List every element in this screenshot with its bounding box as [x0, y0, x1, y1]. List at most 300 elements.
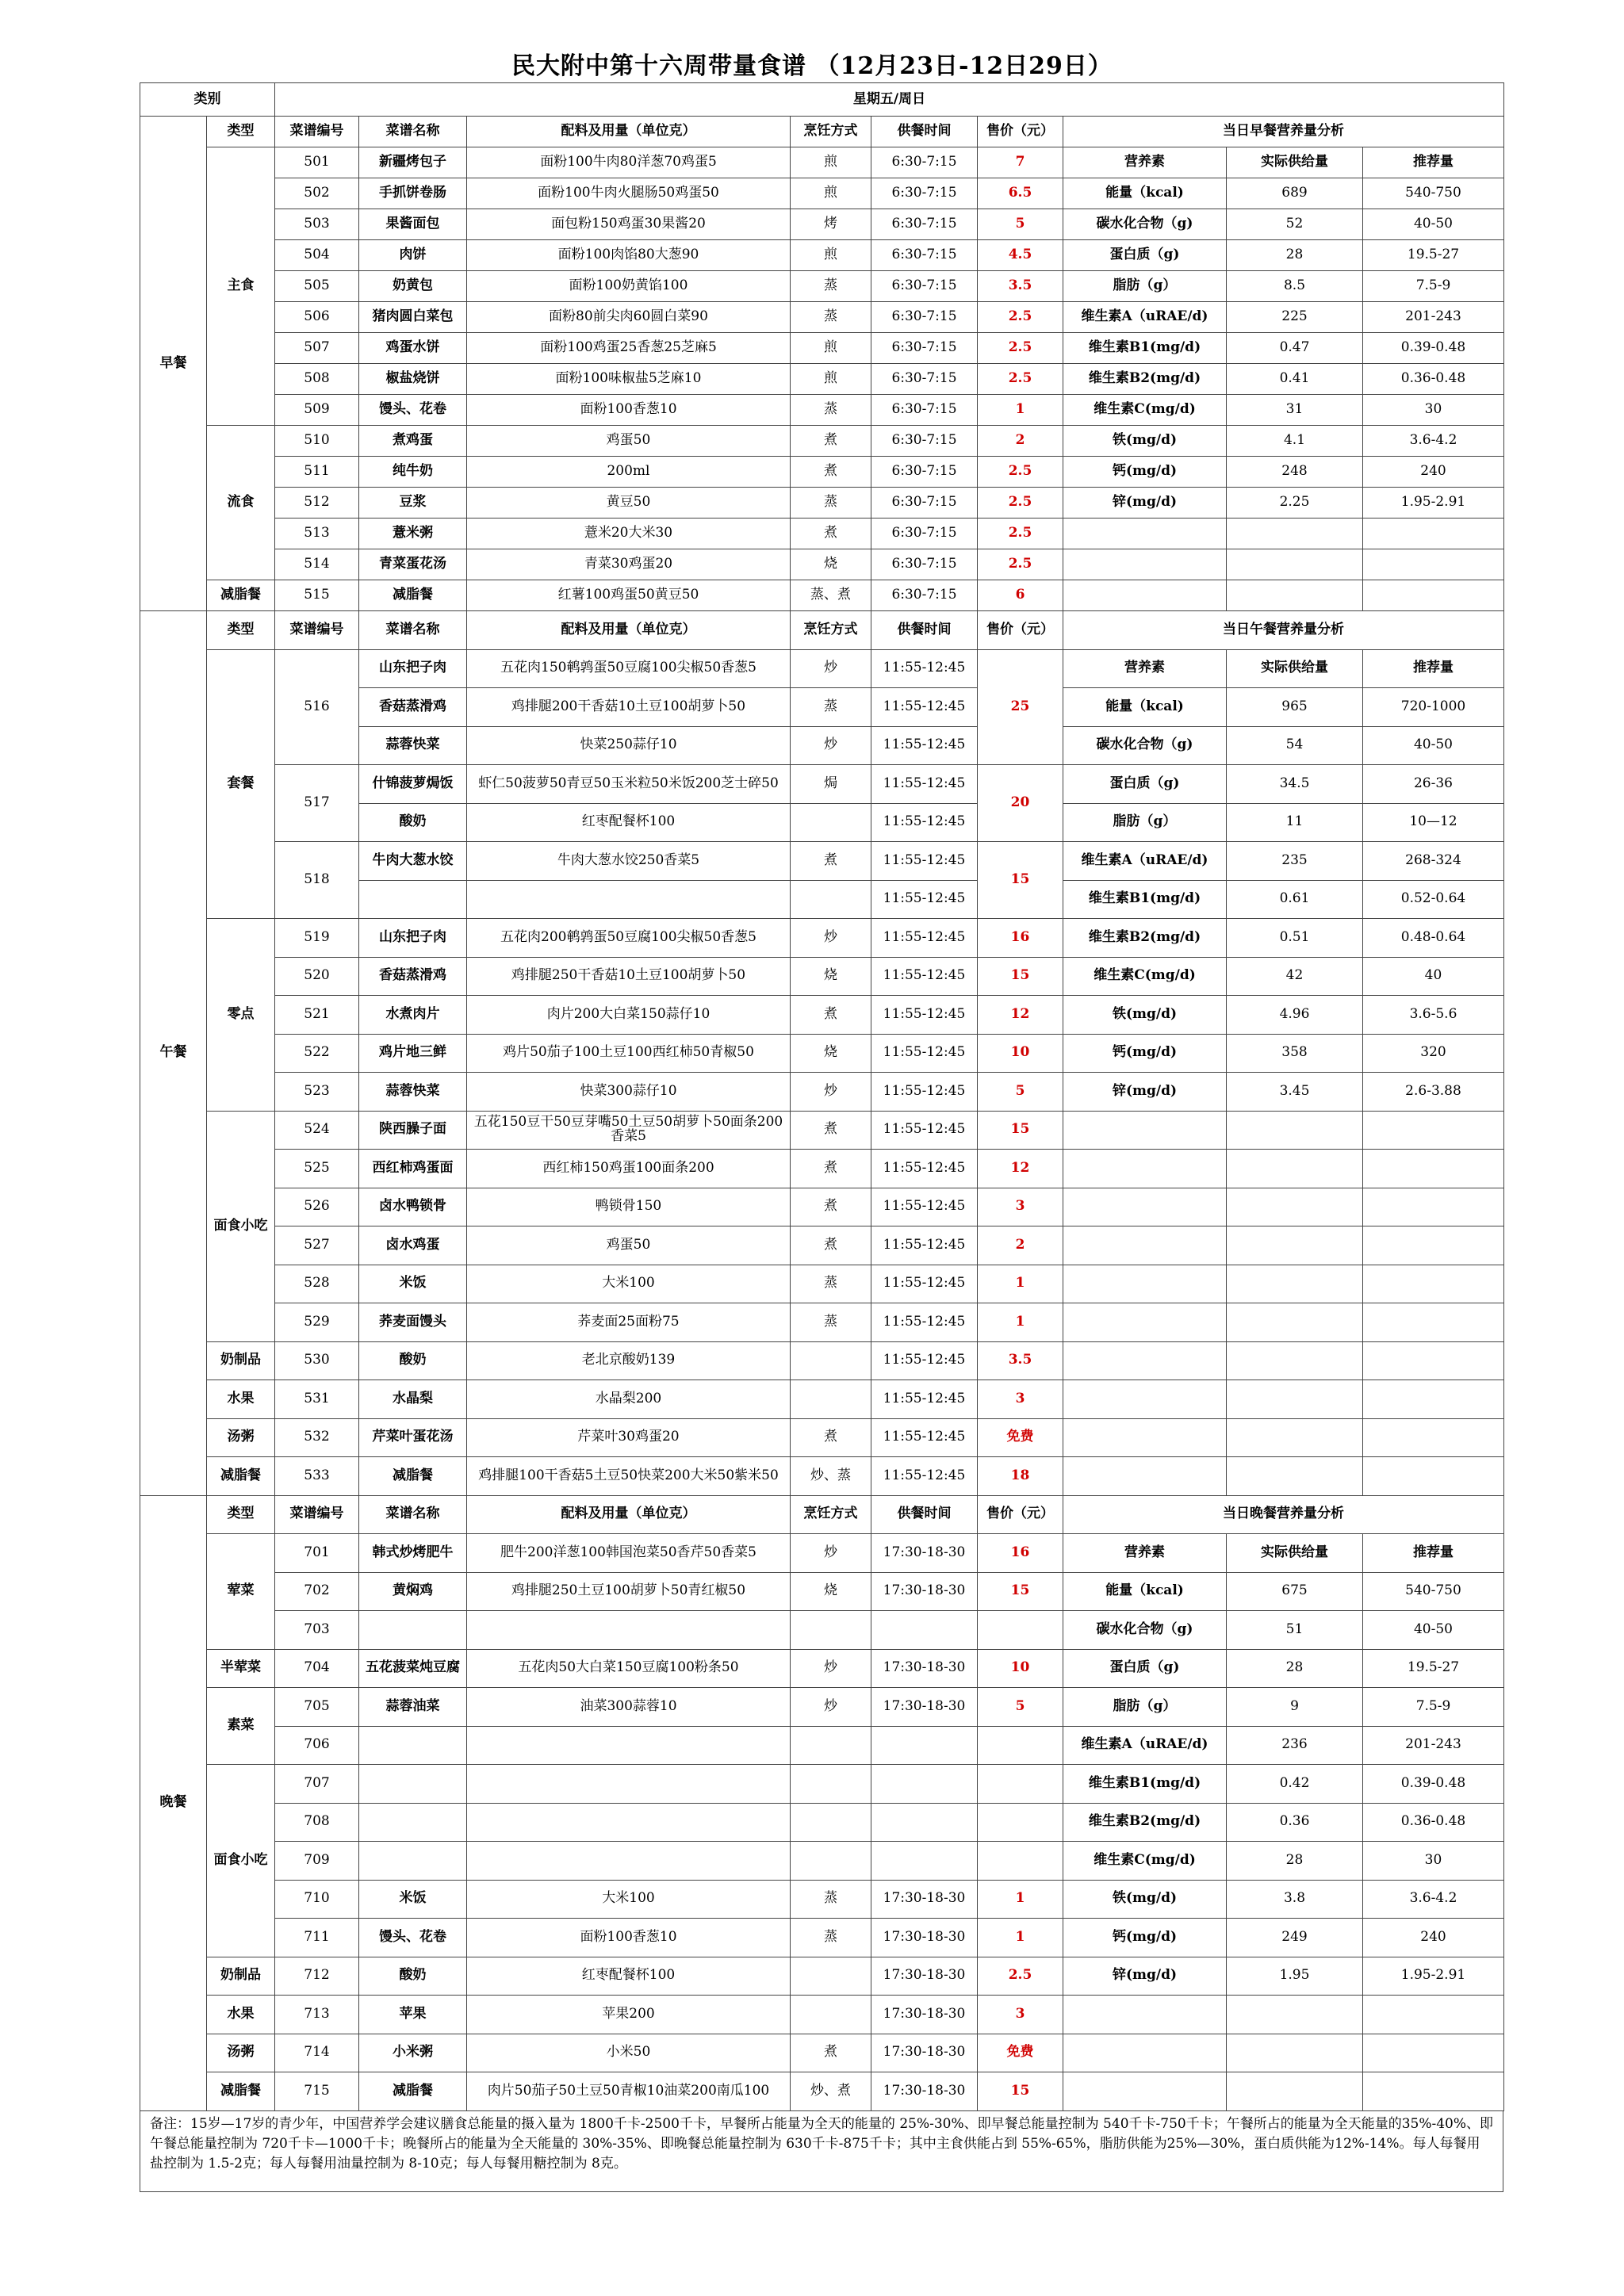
dish-type: 零点	[207, 919, 275, 1112]
serve-time: 17:30-18-30	[871, 1572, 978, 1611]
nutrient-name: 蛋白质（g)	[1063, 765, 1227, 804]
table-row	[140, 919, 1504, 958]
dish-code: 707	[275, 1765, 359, 1804]
nutrient-actual: 实际供给量	[1227, 147, 1363, 178]
dish-type: 汤粥	[207, 1418, 275, 1457]
table-row	[140, 209, 1504, 240]
price: 1	[978, 1880, 1063, 1919]
nutrient-recommend: 540-750	[1363, 178, 1504, 209]
empty-cell	[1063, 1996, 1227, 2034]
nutrient-name: 维生素A（uRAE/d)	[1063, 302, 1227, 333]
dish-ingredients: 青菜30鸡蛋20	[467, 549, 791, 580]
serve-time: 6:30-7:15	[871, 302, 978, 333]
dish-code: 511	[275, 457, 359, 488]
serve-time: 11:55-12:45	[871, 957, 978, 996]
dish-ingredients: 五花肉200鹌鹑蛋50豆腐100尖椒50香葱5	[467, 919, 791, 958]
dish-type: 半荤菜	[207, 1649, 275, 1688]
dish-name: 椒盐烧饼	[359, 364, 467, 395]
cook-method	[791, 1726, 871, 1765]
dish-ingredients: 面粉100味椒盐5芝麻10	[467, 364, 791, 395]
dish-name	[359, 1726, 467, 1765]
cook-method	[791, 1957, 871, 1996]
nutrient-name: 碳水化合物（g)	[1063, 726, 1227, 765]
dish-code: 701	[275, 1534, 359, 1573]
nutrient-recommend: 19.5-27	[1363, 240, 1504, 271]
cook-method: 炒	[791, 1649, 871, 1688]
table-row	[140, 2034, 1504, 2072]
dish-ingredients: 面粉100牛肉80洋葱70鸡蛋5	[467, 147, 791, 178]
serve-time: 6:30-7:15	[871, 147, 978, 178]
dish-name: 西红柿鸡蛋面	[359, 1150, 467, 1188]
serve-time	[871, 1803, 978, 1842]
nutrient-name: 脂肪（g）	[1063, 803, 1227, 842]
dish-code: 712	[275, 1957, 359, 1996]
serve-time: 11:55-12:45	[871, 765, 978, 804]
table-row	[140, 426, 1504, 457]
serve-time: 17:30-18-30	[871, 2072, 978, 2111]
table-row	[140, 333, 1504, 364]
serve-time: 11:55-12:45	[871, 1034, 978, 1073]
table-row	[140, 1688, 1504, 1727]
cook-method	[791, 1996, 871, 2034]
table-row	[140, 1457, 1504, 1496]
table-row	[140, 1572, 1504, 1611]
cook-method: 煮	[791, 1150, 871, 1188]
nutrient-recommend: 推荐量	[1363, 1534, 1504, 1573]
nutrient-name: 能量（kcal)	[1063, 1572, 1227, 1611]
serve-time: 11:55-12:45	[871, 1150, 978, 1188]
column-header-type: 类型	[207, 1495, 275, 1534]
analysis-title: 当日晚餐营养量分析	[1063, 1495, 1504, 1534]
nutrient-actual: 358	[1227, 1034, 1363, 1073]
nutrient-actual: 236	[1227, 1726, 1363, 1765]
dish-ingredients: 鸡排腿250土豆100胡萝卜50青红椒50	[467, 1572, 791, 1611]
nutrient-recommend: 40	[1363, 957, 1504, 996]
dish-name	[359, 1842, 467, 1881]
empty-cell	[1363, 1265, 1504, 1303]
dish-name	[359, 1611, 467, 1650]
empty-cell	[1363, 580, 1504, 611]
table-row	[140, 240, 1504, 271]
nutrient-actual: 0.36	[1227, 1803, 1363, 1842]
dish-ingredients: 面粉100香葱10	[467, 395, 791, 426]
column-header-time: 供餐时间	[871, 611, 978, 650]
cook-method: 烧	[791, 1572, 871, 1611]
nutrient-name: 营养素	[1063, 649, 1227, 688]
empty-cell	[1227, 1457, 1363, 1496]
price	[978, 1803, 1063, 1842]
dish-ingredients: 牛肉大葱水饺250香菜5	[467, 842, 791, 881]
dish-ingredients: 西红柿150鸡蛋100面条200	[467, 1150, 791, 1188]
column-header-time: 供餐时间	[871, 1495, 978, 1534]
dish-name: 蒜蓉快菜	[359, 726, 467, 765]
nutrient-actual: 0.42	[1227, 1765, 1363, 1804]
cook-method	[791, 1842, 871, 1881]
dish-name: 米饭	[359, 1265, 467, 1303]
cook-method: 煮	[791, 1226, 871, 1265]
dish-ingredients: 200ml	[467, 457, 791, 488]
empty-cell	[1363, 1996, 1504, 2034]
dish-type: 减脂餐	[207, 580, 275, 611]
dish-ingredients: 鸡排腿200干香菇10土豆100胡萝卜50	[467, 688, 791, 727]
dish-ingredients: 鸡片50茄子100土豆100西红柿50青椒50	[467, 1034, 791, 1073]
nutrient-recommend: 推荐量	[1363, 147, 1504, 178]
empty-cell	[1063, 1457, 1227, 1496]
dish-name: 韩式炒烤肥牛	[359, 1534, 467, 1573]
cook-method: 炒	[791, 1073, 871, 1112]
price: 12	[978, 996, 1063, 1035]
dish-name: 薏米粥	[359, 519, 467, 549]
cook-method: 煎	[791, 333, 871, 364]
serve-time: 11:55-12:45	[871, 726, 978, 765]
nutrient-actual: 235	[1227, 842, 1363, 881]
table-row	[140, 117, 1504, 147]
price: 15	[978, 842, 1063, 919]
nutrient-actual: 0.61	[1227, 880, 1363, 919]
dish-code: 521	[275, 996, 359, 1035]
table-row	[140, 1996, 1504, 2034]
serve-time: 11:55-12:45	[871, 1111, 978, 1150]
empty-cell	[1227, 1996, 1363, 2034]
empty-cell	[1227, 1265, 1363, 1303]
serve-time: 17:30-18-30	[871, 2034, 978, 2072]
nutrient-name: 蛋白质（g)	[1063, 240, 1227, 271]
nutrient-name: 钙(mg/d)	[1063, 1034, 1227, 1073]
nutrient-name: 维生素C(mg/d)	[1063, 395, 1227, 426]
empty-cell	[1363, 1418, 1504, 1457]
table-row	[140, 580, 1504, 611]
dish-name: 荞麦面馒头	[359, 1303, 467, 1342]
week-header: 星期五/周日	[275, 83, 1504, 117]
table-row	[140, 1380, 1504, 1419]
dish-name: 酸奶	[359, 1341, 467, 1380]
nutrient-actual: 9	[1227, 1688, 1363, 1727]
dish-code: 711	[275, 1919, 359, 1957]
dish-name: 卤水鸡蛋	[359, 1226, 467, 1265]
cook-method: 煮	[791, 519, 871, 549]
serve-time	[871, 1765, 978, 1804]
nutrient-name: 碳水化合物（g)	[1063, 1611, 1227, 1650]
dish-code: 522	[275, 1034, 359, 1073]
price	[978, 1726, 1063, 1765]
price: 3.5	[978, 271, 1063, 302]
empty-cell	[1063, 549, 1227, 580]
dish-code: 512	[275, 488, 359, 519]
nutrient-recommend: 0.39-0.48	[1363, 333, 1504, 364]
dish-type: 面食小吃	[207, 1111, 275, 1341]
dish-type: 奶制品	[207, 1341, 275, 1380]
price	[978, 1611, 1063, 1650]
table-row	[140, 996, 1504, 1035]
dish-ingredients: 虾仁50菠萝50青豆50玉米粒50米饭200芝士碎50	[467, 765, 791, 804]
dish-name: 豆浆	[359, 488, 467, 519]
dish-code: 703	[275, 1611, 359, 1650]
table-row	[140, 649, 1504, 688]
column-header-name: 菜谱名称	[359, 611, 467, 650]
nutrient-actual: 249	[1227, 1919, 1363, 1957]
dish-name: 肉饼	[359, 240, 467, 271]
column-header-ingredients: 配料及用量（单位克）	[467, 611, 791, 650]
dish-code: 515	[275, 580, 359, 611]
dish-ingredients	[467, 1842, 791, 1881]
nutrient-recommend: 30	[1363, 1842, 1504, 1881]
nutrient-actual: 11	[1227, 803, 1363, 842]
dish-code: 516	[275, 649, 359, 765]
table-row	[140, 271, 1504, 302]
dish-ingredients: 红薯100鸡蛋50黄豆50	[467, 580, 791, 611]
dish-name: 手抓饼卷肠	[359, 178, 467, 209]
serve-time: 11:55-12:45	[871, 1457, 978, 1496]
dish-type: 主食	[207, 147, 275, 426]
table-row	[140, 1957, 1504, 1996]
nutrient-name: 铁(mg/d)	[1063, 426, 1227, 457]
meal-label-dinner: 晚餐	[140, 1495, 207, 2110]
analysis-title: 当日早餐营养量分析	[1063, 117, 1504, 147]
price: 15	[978, 1111, 1063, 1150]
nutrient-actual: 0.47	[1227, 333, 1363, 364]
dish-name: 牛肉大葱水饺	[359, 842, 467, 881]
nutrient-name: 营养素	[1063, 147, 1227, 178]
empty-cell	[1227, 580, 1363, 611]
cook-method	[791, 1341, 871, 1380]
nutrient-recommend: 0.36-0.48	[1363, 364, 1504, 395]
nutrient-name: 维生素A（uRAE/d)	[1063, 1726, 1227, 1765]
table-row	[140, 302, 1504, 333]
empty-cell	[1063, 1226, 1227, 1265]
dish-name: 纯牛奶	[359, 457, 467, 488]
dish-code: 514	[275, 549, 359, 580]
cook-method: 炒、煮	[791, 2072, 871, 2111]
dish-name: 馒头、花卷	[359, 395, 467, 426]
empty-cell	[1227, 1188, 1363, 1226]
nutrient-name: 锌(mg/d)	[1063, 1073, 1227, 1112]
dish-name: 鸡蛋水饼	[359, 333, 467, 364]
price: 1	[978, 395, 1063, 426]
cook-method: 炒	[791, 919, 871, 958]
price: 1	[978, 1265, 1063, 1303]
dish-ingredients: 肥牛200洋葱100韩国泡菜50香芹50香菜5	[467, 1534, 791, 1573]
price: 16	[978, 919, 1063, 958]
table-row	[140, 519, 1504, 549]
empty-cell	[1063, 1380, 1227, 1419]
empty-cell	[1227, 2072, 1363, 2111]
dish-name: 苹果	[359, 1996, 467, 2034]
dish-name: 减脂餐	[359, 2072, 467, 2111]
nutrient-actual: 54	[1227, 726, 1363, 765]
cook-method: 煮	[791, 1111, 871, 1150]
cook-method: 炒	[791, 1688, 871, 1727]
cook-method: 煮	[791, 1188, 871, 1226]
dish-code: 503	[275, 209, 359, 240]
empty-cell	[1063, 1188, 1227, 1226]
dish-type: 汤粥	[207, 2034, 275, 2072]
dish-code: 706	[275, 1726, 359, 1765]
empty-cell	[1063, 580, 1227, 611]
serve-time: 11:55-12:45	[871, 1188, 978, 1226]
cook-method: 烧	[791, 549, 871, 580]
column-header-code: 菜谱编号	[275, 117, 359, 147]
nutrient-recommend: 0.36-0.48	[1363, 1803, 1504, 1842]
nutrient-actual: 42	[1227, 957, 1363, 996]
nutrient-actual: 28	[1227, 1842, 1363, 1881]
table-row	[140, 1534, 1504, 1573]
cook-method: 煮	[791, 457, 871, 488]
serve-time: 11:55-12:45	[871, 688, 978, 727]
serve-time: 17:30-18-30	[871, 1996, 978, 2034]
empty-cell	[1227, 519, 1363, 549]
price: 18	[978, 1457, 1063, 1496]
nutrient-actual: 31	[1227, 395, 1363, 426]
nutrient-actual: 4.1	[1227, 426, 1363, 457]
price: 2.5	[978, 457, 1063, 488]
price: 3	[978, 1996, 1063, 2034]
nutrient-recommend: 30	[1363, 395, 1504, 426]
cook-method: 蒸	[791, 1265, 871, 1303]
dish-code: 528	[275, 1265, 359, 1303]
nutrient-name: 维生素C(mg/d)	[1063, 1842, 1227, 1881]
column-header-cook: 烹饪方式	[791, 1495, 871, 1534]
dish-code: 529	[275, 1303, 359, 1342]
dish-type: 减脂餐	[207, 2072, 275, 2111]
cook-method: 炒	[791, 726, 871, 765]
cook-method: 煮	[791, 426, 871, 457]
price: 1	[978, 1303, 1063, 1342]
nutrient-actual: 实际供给量	[1227, 649, 1363, 688]
nutrient-recommend: 320	[1363, 1034, 1504, 1073]
price: 5	[978, 1688, 1063, 1727]
dish-ingredients: 面粉100鸡蛋25香葱25芝麻5	[467, 333, 791, 364]
empty-cell	[1363, 549, 1504, 580]
nutrient-name: 能量（kcal)	[1063, 688, 1227, 727]
price: 15	[978, 2072, 1063, 2111]
nutrient-name: 钙(mg/d)	[1063, 457, 1227, 488]
nutrient-recommend: 40-50	[1363, 726, 1504, 765]
price: 2.5	[978, 333, 1063, 364]
cook-method: 烤	[791, 209, 871, 240]
table-row	[140, 611, 1504, 650]
nutrient-name: 维生素C(mg/d)	[1063, 957, 1227, 996]
empty-cell	[1063, 1303, 1227, 1342]
column-header-cook: 烹饪方式	[791, 611, 871, 650]
dish-code: 502	[275, 178, 359, 209]
dish-name: 酸奶	[359, 803, 467, 842]
table-row	[140, 549, 1504, 580]
serve-time: 17:30-18-30	[871, 1534, 978, 1573]
table-row	[140, 1765, 1504, 1804]
nutrient-recommend: 240	[1363, 1919, 1504, 1957]
dish-ingredients	[467, 1726, 791, 1765]
cook-method: 蒸	[791, 1919, 871, 1957]
empty-cell	[1063, 2034, 1227, 2072]
dish-code: 530	[275, 1341, 359, 1380]
dish-code: 709	[275, 1842, 359, 1881]
dish-type: 荤菜	[207, 1534, 275, 1650]
dish-ingredients: 鸡排腿100干香菇5土豆50快菜200大米50紫米50	[467, 1457, 791, 1496]
price: 2	[978, 426, 1063, 457]
serve-time: 17:30-18-30	[871, 1880, 978, 1919]
dish-ingredients: 快菜250蒜仔10	[467, 726, 791, 765]
dish-ingredients	[467, 1611, 791, 1650]
price: 6.5	[978, 178, 1063, 209]
dish-ingredients: 五花肉50大白菜150豆腐100粉条50	[467, 1649, 791, 1688]
price: 2.5	[978, 519, 1063, 549]
table-row	[140, 1265, 1504, 1303]
nutrient-name: 锌(mg/d)	[1063, 488, 1227, 519]
table-row	[140, 1034, 1504, 1073]
dish-name: 馒头、花卷	[359, 1919, 467, 1957]
empty-cell	[1363, 1380, 1504, 1419]
nutrient-name: 碳水化合物（g)	[1063, 209, 1227, 240]
table-row	[140, 842, 1504, 881]
dish-type: 奶制品	[207, 1957, 275, 1996]
dish-code: 713	[275, 1996, 359, 2034]
dish-name: 酸奶	[359, 1957, 467, 1996]
serve-time: 11:55-12:45	[871, 1265, 978, 1303]
nutrient-actual: 248	[1227, 457, 1363, 488]
dish-ingredients: 红枣配餐杯100	[467, 1957, 791, 1996]
price: 12	[978, 1150, 1063, 1188]
menu-table	[140, 82, 1504, 2111]
dish-ingredients: 鸡排腿250干香菇10土豆100胡萝卜50	[467, 957, 791, 996]
dish-ingredients: 面粉100牛肉火腿肠50鸡蛋50	[467, 178, 791, 209]
cook-method	[791, 1803, 871, 1842]
empty-cell	[1227, 1226, 1363, 1265]
dish-ingredients: 油菜300蒜蓉10	[467, 1688, 791, 1727]
empty-cell	[1063, 1111, 1227, 1150]
empty-cell	[1363, 2072, 1504, 2111]
empty-cell	[1227, 1303, 1363, 1342]
table-row	[140, 1150, 1504, 1188]
empty-cell	[1063, 1150, 1227, 1188]
table-row	[140, 178, 1504, 209]
serve-time: 11:55-12:45	[871, 1341, 978, 1380]
dish-code: 531	[275, 1380, 359, 1419]
dish-type: 水果	[207, 1996, 275, 2034]
table-row	[140, 1226, 1504, 1265]
price: 20	[978, 765, 1063, 842]
nutrient-actual: 28	[1227, 240, 1363, 271]
cook-method: 烧	[791, 1034, 871, 1073]
nutrient-actual: 2.25	[1227, 488, 1363, 519]
dish-code: 710	[275, 1880, 359, 1919]
serve-time: 11:55-12:45	[871, 1380, 978, 1419]
nutrient-actual: 1.95	[1227, 1957, 1363, 1996]
dish-name: 鸡片地三鲜	[359, 1034, 467, 1073]
serve-time: 6:30-7:15	[871, 488, 978, 519]
dish-ingredients: 水晶梨200	[467, 1380, 791, 1419]
column-header-time: 供餐时间	[871, 117, 978, 147]
serve-time: 6:30-7:15	[871, 364, 978, 395]
serve-time: 6:30-7:15	[871, 580, 978, 611]
nutrient-recommend: 0.48-0.64	[1363, 919, 1504, 958]
dish-name: 卤水鸭锁骨	[359, 1188, 467, 1226]
nutrient-actual: 965	[1227, 688, 1363, 727]
empty-cell	[1363, 1150, 1504, 1188]
dish-code: 715	[275, 2072, 359, 2111]
nutrient-actual: 3.45	[1227, 1073, 1363, 1112]
price: 15	[978, 1572, 1063, 1611]
dish-ingredients: 肉片200大白菜150蒜仔10	[467, 996, 791, 1035]
price: 10	[978, 1034, 1063, 1073]
nutrient-actual: 4.96	[1227, 996, 1363, 1035]
dish-code: 525	[275, 1150, 359, 1188]
dish-name: 黄焖鸡	[359, 1572, 467, 1611]
cook-method: 煎	[791, 147, 871, 178]
nutrient-name: 维生素B1(mg/d)	[1063, 1765, 1227, 1804]
dish-ingredients: 面粉80前尖肉60圆白菜90	[467, 302, 791, 333]
serve-time: 6:30-7:15	[871, 240, 978, 271]
serve-time: 11:55-12:45	[871, 803, 978, 842]
